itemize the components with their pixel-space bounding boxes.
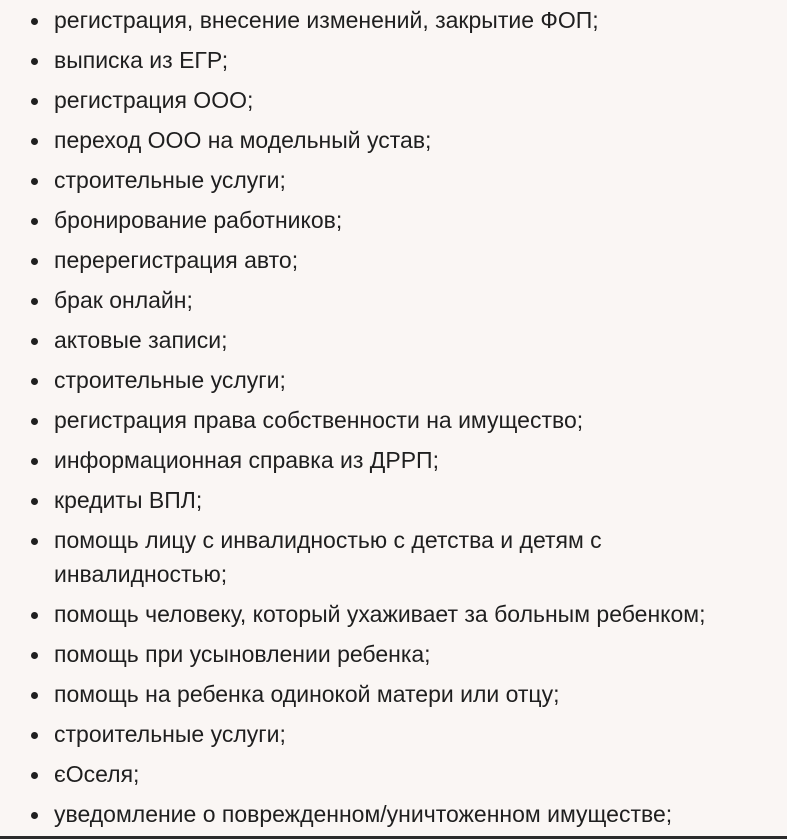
list-item-text: помощь человеку, который ухаживает за больным ребенком;: [54, 601, 706, 627]
list-item: [0, 243, 787, 277]
list-item: [0, 597, 787, 631]
list-item-text: строительные услуги;: [54, 167, 286, 193]
list-item-text: регистрация ООО;: [54, 87, 254, 113]
list-item: [0, 523, 787, 591]
list-item-text: регистрация, внесение изменений, закрытие ФОП;: [54, 7, 599, 33]
list-item-text: брак онлайн;: [54, 287, 193, 313]
list-item-text: єОселя;: [54, 761, 140, 787]
bullet-icon: [31, 652, 38, 659]
list-item-text: бронирование работников;: [54, 207, 343, 233]
bullet-icon: [31, 538, 38, 545]
bullet-icon: [31, 58, 38, 65]
bullet-icon: [31, 612, 38, 619]
list-item: [0, 43, 787, 77]
bullet-icon: [31, 378, 38, 385]
list-item: [0, 677, 787, 711]
list-item-text: строительные услуги;: [54, 721, 286, 747]
list-item: [0, 797, 787, 831]
list-item: [0, 363, 787, 397]
list-item: [0, 163, 787, 197]
list-item-text: помощь при усыновлении ребенка;: [54, 641, 431, 667]
bullet-icon: [31, 338, 38, 345]
bullet-icon: [31, 218, 38, 225]
list-item: [0, 3, 787, 37]
bullet-icon: [31, 418, 38, 425]
bullet-icon: [31, 98, 38, 105]
bullet-icon: [31, 692, 38, 699]
list-item-text: помощь на ребенка одинокой матери или отцу;: [54, 681, 560, 707]
list-item-text: перерегистрация авто;: [54, 247, 299, 273]
bullet-icon: [31, 498, 38, 505]
list-item-text: выписка из ЕГР;: [54, 47, 229, 73]
bullet-icon: [31, 458, 38, 465]
list-item: [0, 323, 787, 357]
list-item: [0, 123, 787, 157]
list-item: [0, 717, 787, 751]
list-item: [0, 203, 787, 237]
list-item-text: переход ООО на модельный устав;: [54, 127, 432, 153]
bullet-icon: [31, 18, 38, 25]
list-item-text: информационная справка из ДРРП;: [54, 447, 439, 473]
bullet-icon: [31, 732, 38, 739]
list-item: [0, 403, 787, 437]
list-item: [0, 283, 787, 317]
list-item-text: регистрация права собственности на имущество;: [54, 407, 584, 433]
bullet-icon: [31, 812, 38, 819]
list-item-text: кредиты ВПЛ;: [54, 487, 203, 513]
list-item: [0, 637, 787, 671]
bullet-icon: [31, 258, 38, 265]
bullet-icon: [31, 772, 38, 779]
list-item-text: помощь лицу с инвалидностью с детства и детям с инвалидностью;: [54, 527, 602, 587]
list-item: [0, 483, 787, 517]
bullet-icon: [31, 298, 38, 305]
list-item: [0, 83, 787, 117]
list-item: [0, 757, 787, 791]
list-item-text: актовые записи;: [54, 327, 228, 353]
list-item-text: строительные услуги;: [54, 367, 286, 393]
bullet-icon: [31, 178, 38, 185]
list-item-text: уведомление о поврежденном/уничтоженном имуществе;: [54, 801, 673, 827]
bullet-icon: [31, 138, 38, 145]
list-item: [0, 443, 787, 477]
